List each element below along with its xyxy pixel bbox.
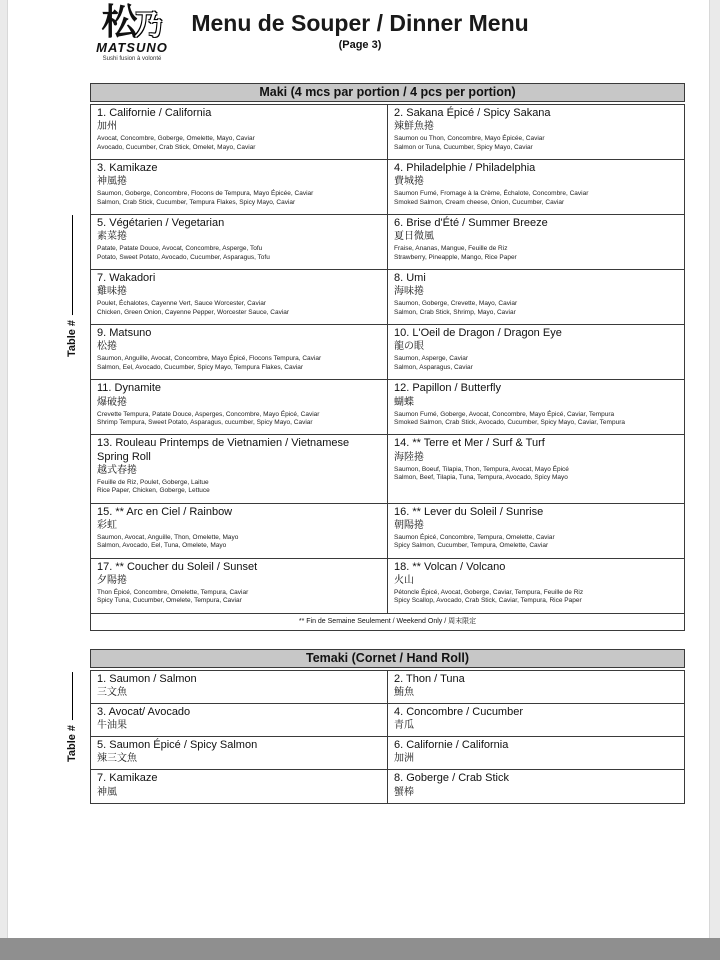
menu-item xyxy=(388,215,685,270)
item-title: 1. Californie / California xyxy=(97,107,212,119)
item-ingredients-en: Avocado, Cucumber, Crab Stick, Omelet, Mayo, Caviar xyxy=(97,143,256,151)
item-chinese-name: 火山 xyxy=(394,574,414,586)
page-subtitle: (Page 3) xyxy=(338,39,382,51)
table-number-blank-line xyxy=(72,215,73,315)
item-ingredients-fr: Saumon, Goberge, Concombre, Flocons de Tempura, Mayo Épicée, Caviar xyxy=(97,190,314,198)
item-ingredients-en: Salmon, Crab Stick, Shrimp, Mayo, Caviar xyxy=(394,308,516,316)
item-chinese-name: 蟹棒 xyxy=(394,786,414,798)
item-ingredients-fr: Saumon, Avocat, Anguille, Thon, Omelette, Mayo xyxy=(97,533,239,541)
item-title: 2. Sakana Épicé / Spicy Sakana xyxy=(394,107,551,119)
page-title: Menu de Souper / Dinner Menu xyxy=(191,10,529,36)
logo-name: MATSUNO xyxy=(96,40,168,55)
table-row xyxy=(91,670,685,703)
table-number-blank-line xyxy=(72,672,73,720)
temaki-section xyxy=(66,649,685,804)
item-ingredients-en: Spicy Scallop, Avocado, Crab Stick, Caviar, Tempura, Rice Paper xyxy=(394,597,582,605)
item-chinese-name: 牛油果 xyxy=(97,720,127,732)
menu-item xyxy=(388,325,685,380)
menu-item xyxy=(91,105,388,160)
item-title: 6. Californie / California xyxy=(394,739,509,752)
item-chinese-name: 三文魚 xyxy=(97,686,127,698)
item-chinese-name: 松捲 xyxy=(97,341,117,353)
menu-item xyxy=(91,737,388,770)
table-row xyxy=(91,503,685,558)
item-title: 8. Umi xyxy=(394,272,426,285)
temaki-table xyxy=(90,670,685,804)
item-chinese-name: 彩虹 xyxy=(97,519,117,531)
item-title: 14. ** Terre et Mer / Surf & Turf xyxy=(394,437,545,450)
item-title: 11. Dynamite xyxy=(97,382,161,395)
menu-item xyxy=(388,737,685,770)
item-ingredients-fr: Patate, Patate Douce, Avocat, Concombre, Asperge, Tofu xyxy=(97,245,263,253)
item-chinese-name: 海陸捲 xyxy=(394,451,424,463)
viewer-right-gutter xyxy=(709,0,720,938)
menu-item xyxy=(388,160,685,215)
logo-kanji-primary: 松 xyxy=(101,1,138,43)
table-row xyxy=(91,770,685,803)
menu-item xyxy=(91,770,388,803)
menu-item xyxy=(91,270,388,325)
item-chinese-name: 素菜捲 xyxy=(97,231,127,243)
item-ingredients-fr: Feuille de Riz, Poulet, Goberge, Laitue xyxy=(97,478,209,486)
menu-item xyxy=(91,703,388,736)
item-ingredients-en: Salmon, Crab Stick, Cucumber, Tempura Flakes, Spicy Mayo, Caviar xyxy=(97,198,296,206)
footnote-row xyxy=(91,613,685,630)
table-row xyxy=(91,558,685,613)
maki-section-header: Maki (4 mcs par portion / 4 pcs per portion) xyxy=(90,83,685,102)
item-title: 18. ** Volcan / Volcano xyxy=(394,560,506,573)
table-row xyxy=(91,435,685,503)
item-ingredients-fr: Crevette Tempura, Patate Douce, Asperges, Concombre, Mayo Épicé, Caviar xyxy=(97,410,320,418)
item-title: 1. Saumon / Salmon xyxy=(97,672,197,685)
item-chinese-name: 青瓜 xyxy=(394,720,414,732)
temaki-section-header: Temaki (Cornet / Hand Roll) xyxy=(90,649,685,668)
weekend-only-footnote: ** Fin de Semaine Seulement / Weekend Only / 周末限定 xyxy=(298,617,477,625)
menu-item xyxy=(388,435,685,503)
item-ingredients-fr: Saumon Fumé, Goberge, Avocat, Concombre, Mayo Épicé, Caviar, Tempura xyxy=(394,410,615,418)
menu-item xyxy=(91,670,388,703)
menu-item xyxy=(388,380,685,435)
item-ingredients-en: Smoked Salmon, Cream cheese, Onion, Cucumber, Caviar xyxy=(394,198,565,206)
item-ingredients-en: Potato, Sweet Potato, Avocado, Cucumber, Asparagus, Tofu xyxy=(97,253,270,261)
menu-item xyxy=(91,215,388,270)
item-ingredients-fr: Saumon Épicé, Concombre, Tempura, Omelette, Caviar xyxy=(394,533,555,541)
menu-item xyxy=(91,503,388,558)
temaki-table-number xyxy=(66,672,78,762)
item-ingredients-fr: Thon Épicé, Concombre, Omelette, Tempura, Caviar xyxy=(97,588,249,596)
item-title: 7. Kamikaze xyxy=(97,772,158,785)
item-ingredients-en: Salmon, Eel, Avocado, Cucumber, Spicy Mayo, Tempura Flakes, Caviar xyxy=(97,363,304,371)
item-title: 5. Saumon Épicé / Spicy Salmon xyxy=(97,739,258,752)
logo-kanji-secondary: 乃 xyxy=(134,8,163,41)
item-title: 5. Végétarien / Vegetarian xyxy=(97,217,225,230)
table-number-label: Table # xyxy=(66,724,78,762)
logo-kanji-icon xyxy=(90,1,174,43)
item-chinese-name: 鮪魚 xyxy=(394,686,414,698)
item-title: 17. ** Coucher du Soleil / Sunset xyxy=(97,560,258,573)
item-chinese-name: 神風捲 xyxy=(97,176,127,188)
item-chinese-name: 越式春捲 xyxy=(97,464,137,476)
item-chinese-name: 辣三文魚 xyxy=(97,753,137,765)
item-title: 2. Thon / Tuna xyxy=(394,672,465,685)
menu-item xyxy=(388,105,685,160)
menu-item xyxy=(388,770,685,803)
item-ingredients-en: Chicken, Green Onion, Cayenne Pepper, Worcester Sauce, Caviar xyxy=(97,308,290,316)
item-chinese-name: 爆破捲 xyxy=(97,396,127,408)
item-title: 7. Wakadori xyxy=(97,272,156,285)
item-ingredients-fr: Poulet, Échalotes, Cayenne Vert, Sauce Worcester, Caviar xyxy=(97,300,266,308)
table-row xyxy=(91,215,685,270)
menu-item xyxy=(388,670,685,703)
item-ingredients-fr: Avocat, Concombre, Goberge, Omelette, Mayo, Caviar xyxy=(97,135,255,143)
menu-item xyxy=(91,160,388,215)
table-row xyxy=(91,105,685,160)
item-ingredients-fr: Saumon, Asperge, Caviar xyxy=(394,355,469,363)
item-ingredients-en: Salmon, Asparagus, Caviar xyxy=(394,363,473,371)
menu-item xyxy=(91,558,388,613)
maki-table-number xyxy=(66,215,78,357)
item-ingredients-en: Rice Paper, Chicken, Goberge, Lettuce xyxy=(97,487,210,495)
maki-table xyxy=(90,104,685,631)
item-chinese-name: 加洲 xyxy=(394,753,414,765)
item-ingredients-fr: Pétoncle Épicé, Avocat, Goberge, Caviar, Tempura, Feuille de Riz xyxy=(394,588,584,596)
viewer-left-gutter xyxy=(0,0,8,938)
item-title: 4. Concombre / Cucumber xyxy=(394,705,523,718)
item-chinese-name: 神風 xyxy=(97,786,117,798)
item-title: 4. Philadelphie / Philadelphia xyxy=(394,162,536,175)
footnote-cell xyxy=(91,613,685,630)
item-ingredients-fr: Saumon, Boeuf, Tilapia, Thon, Tempura, Avocat, Mayo Épicé xyxy=(394,465,569,473)
item-ingredients-en: Strawberry, Pineapple, Mango, Rice Paper xyxy=(394,253,517,261)
item-chinese-name: 夕陽捲 xyxy=(97,574,127,586)
item-chinese-name: 龍の眼 xyxy=(394,341,424,353)
menu-item xyxy=(91,380,388,435)
item-ingredients-en: Salmon, Beef, Tilapia, Tuna, Tempura, Avocado, Spicy Mayo xyxy=(394,474,568,481)
item-title: 6. Brise d'Été / Summer Breeze xyxy=(394,217,548,230)
menu-item xyxy=(388,270,685,325)
restaurant-logo xyxy=(90,1,174,62)
item-ingredients-fr: Saumon, Anguille, Avocat, Concombre, Mayo Épicé, Flocons Tempura, Caviar xyxy=(97,355,322,363)
item-chinese-name: 蝴蝶 xyxy=(394,396,414,408)
item-title: 9. Matsuno xyxy=(97,327,152,340)
item-title: 15. ** Arc en Ciel / Rainbow xyxy=(97,505,233,518)
table-row xyxy=(91,737,685,770)
maki-section xyxy=(66,83,685,631)
table-row xyxy=(91,380,685,435)
item-title: 8. Goberge / Crab Stick xyxy=(394,772,509,785)
menu-item xyxy=(91,325,388,380)
item-ingredients-en: Spicy Salmon, Cucumber, Tempura, Omelette, Caviar xyxy=(394,542,549,550)
menu-item xyxy=(388,558,685,613)
item-ingredients-fr: Saumon Fumé, Fromage à la Crème, Échalote, Concombre, Caviar xyxy=(394,190,589,198)
menu-item xyxy=(388,703,685,736)
item-ingredients-en: Smoked Salmon, Crab Stick, Avocado, Cucumber, Spicy Mayo, Caviar, Tempura xyxy=(394,418,625,426)
item-ingredients-fr: Saumon ou Thon, Concombre, Mayo Épicée, Caviar xyxy=(394,135,545,143)
item-chinese-name: 費城捲 xyxy=(394,176,424,188)
table-number-label: Table # xyxy=(66,319,78,357)
item-ingredients-en: Salmon, Avocado, Eel, Tuna, Omelete, Mayo xyxy=(97,542,227,550)
item-title: 13. Rouleau Printemps de Vietnamien / Vietnamese Spring Roll xyxy=(97,437,350,463)
menu-item xyxy=(388,503,685,558)
item-chinese-name: 海味捲 xyxy=(394,286,424,298)
item-title: 3. Kamikaze xyxy=(97,162,158,175)
menu-item xyxy=(91,435,388,503)
item-title: 12. Papillon / Butterfly xyxy=(394,382,502,395)
item-ingredients-en: Shrimp Tempura, Sweet Potato, Asparagus, cucumber, Spicy Mayo, Caviar xyxy=(97,418,313,426)
item-ingredients-fr: Fraise, Ananas, Mangue, Feuille de Riz xyxy=(394,245,508,253)
logo-tagline: Sushi fusion à volonté xyxy=(102,56,162,62)
table-row xyxy=(91,270,685,325)
item-ingredients-en: Spicy Tuna, Cucumber, Omelete, Tempura, Caviar xyxy=(97,597,242,605)
item-title: 3. Avocat/ Avocado xyxy=(97,705,191,718)
item-chinese-name: 雞味捲 xyxy=(97,286,127,298)
item-title: 10. L'Oeil de Dragon / Dragon Eye xyxy=(394,327,562,340)
item-chinese-name: 加州 xyxy=(97,121,117,133)
table-row xyxy=(91,325,685,380)
item-ingredients-fr: Saumon, Goberge, Crevette, Mayo, Caviar xyxy=(394,300,518,308)
item-chinese-name: 夏日微風 xyxy=(394,231,434,243)
viewer-bottom-bar xyxy=(0,938,720,960)
item-chinese-name: 辣鮮魚捲 xyxy=(394,121,434,133)
item-title: 16. ** Lever du Soleil / Sunrise xyxy=(394,505,544,518)
item-ingredients-en: Salmon or Tuna, Cucumber, Spicy Mayo, Caviar xyxy=(394,143,533,151)
table-row xyxy=(91,160,685,215)
item-chinese-name: 朝陽捲 xyxy=(394,519,424,531)
table-row xyxy=(91,703,685,736)
